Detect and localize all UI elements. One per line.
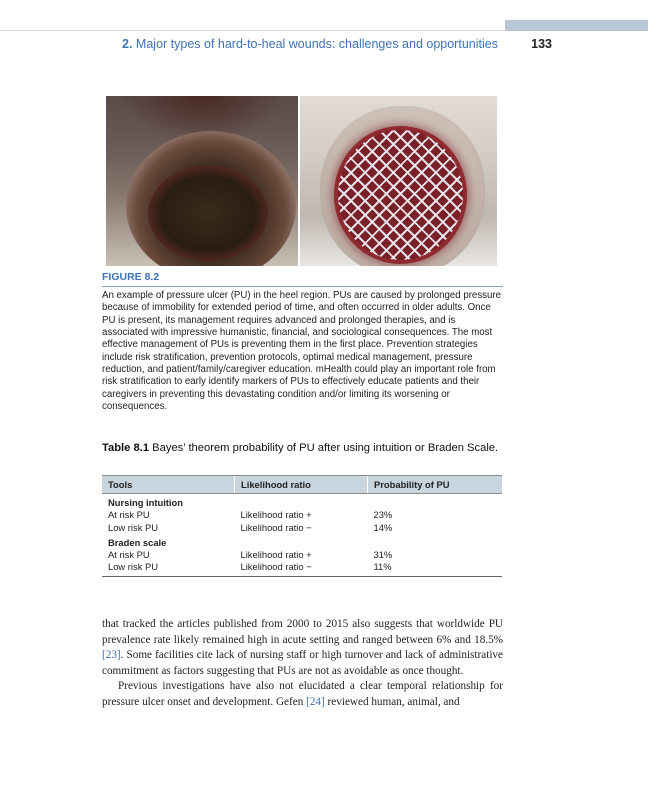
- heel-ulcer-photo: [106, 96, 298, 266]
- table-header-row: [102, 476, 502, 494]
- figure-label: FIGURE 8.2: [102, 271, 160, 283]
- table-cell: Low risk PU: [108, 521, 159, 533]
- table-cell: Likelihood ratio +: [240, 509, 312, 521]
- column-header-probability: Probability of PU: [368, 476, 503, 494]
- table-row: [102, 561, 502, 576]
- figure-rule: [102, 286, 503, 287]
- paragraph-text: . Some facilities cite lack of nursing staff or high turnover and lack of administrative commitment as factors suggesting that PUs are not as avoidable as once thought.: [102, 649, 503, 677]
- mesh-dressing: [338, 130, 463, 260]
- body-text: [102, 617, 503, 711]
- citation-link[interactable]: [24]: [306, 695, 325, 708]
- group-label: Nursing intuition: [108, 497, 183, 508]
- header-tab: [505, 20, 648, 31]
- table-title-text: Bayes’ theorem probability of PU after using intuition or Braden Scale.: [152, 442, 499, 454]
- paragraph-text: reviewed human, animal, and: [324, 695, 460, 708]
- page-number: 133: [531, 37, 552, 51]
- table-row: [102, 549, 502, 561]
- table-cell: At risk PU: [108, 509, 150, 521]
- column-header-likelihood: Likelihood ratio: [235, 476, 368, 494]
- chapter-number: 2.: [122, 37, 133, 51]
- ulcer-wound: [148, 166, 268, 261]
- table-cell: Likelihood ratio −: [235, 561, 368, 576]
- table-group-row: [102, 534, 502, 549]
- table-title: [102, 442, 502, 456]
- paragraph-text: Previous investigations have also not elucidated a clear temporal relationship for pressure ulcer onset and development. Gefen: [102, 680, 503, 708]
- running-head: [122, 37, 552, 51]
- paragraph-text: that tracked the articles published from 2000 to 2015 also suggests that worldwide PU prevalence rate likely remained high in acute setting and ranged between 6% and 18.5%: [102, 618, 503, 646]
- heel-dressing-photo: [300, 96, 497, 266]
- table-row: [102, 509, 502, 521]
- column-header-tools: Tools: [102, 476, 235, 494]
- table-cell: 11%: [368, 561, 503, 576]
- figure-caption: An example of pressure ulcer (PU) in the heel region. PUs are caused by prolonged pressure because of immobility for extended period of time, and often occurred in older adults. Once PU is present, its management requires advanced and prolonged therapies, and is associated with impressive humanistic, financial, and sociological consequences. The most effective management of PUs is preventing them in the first place. Prevention strategies include risk stratification, prevention protocols, optimal medical management, pressure reduction, and patient/family/caregiver education. mHealth could play an important role from risk stratification to early identify markers of PUs to effectively educate patients and their caregivers in preventing this devastating condition and/or limiting its worsening or consequences.: [102, 290, 502, 413]
- chapter-title: Major types of hard-to-heal wounds: challenges and opportunities: [135, 37, 498, 51]
- table-group-row: [102, 494, 502, 510]
- probability-table: [102, 475, 502, 577]
- table-cell: At risk PU: [108, 549, 150, 561]
- table-cell: 31%: [373, 549, 393, 561]
- table-number: Table 8.1: [102, 442, 150, 454]
- table-cell: Likelihood ratio +: [240, 549, 312, 561]
- table-cell: Low risk PU: [102, 561, 235, 576]
- body-paragraph: [102, 679, 503, 710]
- table-cell: 23%: [373, 509, 393, 521]
- table-cell: Likelihood ratio −: [240, 521, 312, 533]
- table-row: [102, 522, 502, 534]
- citation-link[interactable]: [23]: [102, 649, 121, 662]
- group-label: Braden scale: [108, 536, 167, 548]
- body-paragraph: [102, 617, 503, 679]
- table-cell: 14%: [373, 521, 393, 533]
